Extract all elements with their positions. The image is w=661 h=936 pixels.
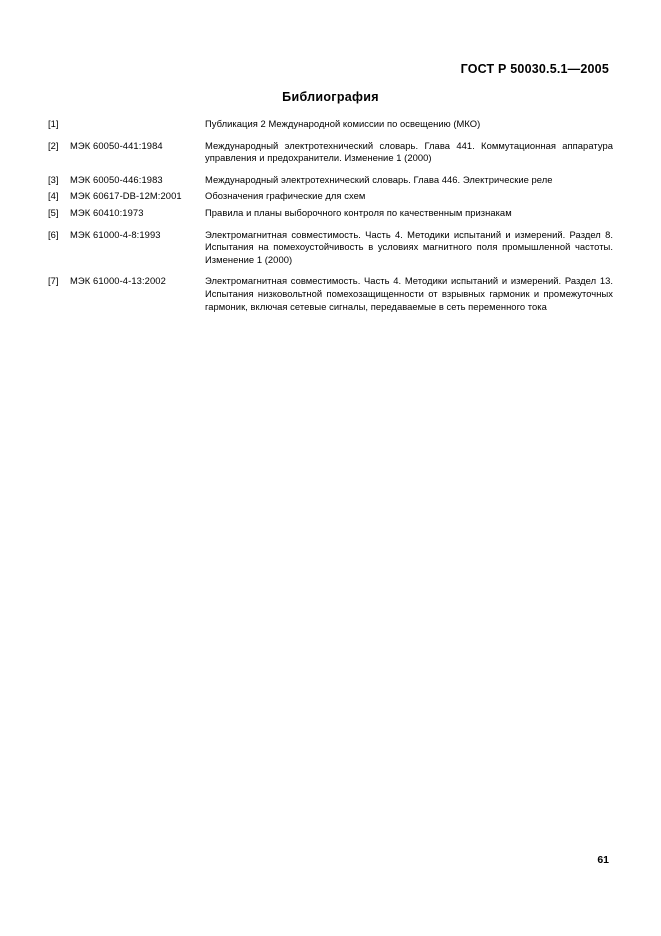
entry-number: [4] <box>48 190 59 202</box>
entry-number: [6] <box>48 228 59 240</box>
entry-number: [5] <box>48 206 59 218</box>
list-item <box>48 118 613 131</box>
entry-reference: МЭК 60617-DB-12M:2001 <box>70 190 182 202</box>
page-header-standard-code: ГОСТ Р 50030.5.1—2005 <box>460 62 609 76</box>
list-item <box>48 207 613 220</box>
entry-description: Правила и планы выборочного контроля по качественным признакам <box>205 206 512 218</box>
list-item <box>48 190 613 203</box>
entry-description: Электромагнитная совместимость. Часть 4. Методики испытаний и измерений. Раздел 13. Испытания низковольтной помехозащищенности от взрывных гармоник и промежуточных гармоник, включая сетевые сигналы, передаваемые в сеть переменного тока <box>205 275 613 312</box>
entry-description: Международный электротехнический словарь. Глава 441. Коммутационная аппаратура управления и предохранители. Изменение 1 (2000) <box>205 139 613 164</box>
list-item <box>48 140 613 165</box>
entry-description: Публикация 2 Международной комиссии по освещению (МКО) <box>205 118 481 129</box>
entry-number: [3] <box>48 173 59 185</box>
entry-number: [1] <box>48 118 59 129</box>
entry-description: Электромагнитная совместимость. Часть 4. Методики испытаний и измерений. Раздел 8. Испытания на помехоустойчивость в условиях магнитного поля промышленной частоты. Изменение 1 (2000) <box>205 228 613 265</box>
entry-reference: МЭК 60050-441:1984 <box>70 139 163 151</box>
entry-reference: МЭК 60410:1973 <box>70 206 144 218</box>
page-number: 61 <box>597 854 609 866</box>
entry-description: Международный электротехнический словарь. Глава 446. Электрические реле <box>205 173 553 185</box>
entry-number: [7] <box>48 275 59 287</box>
entry-reference: МЭК 60050-446:1983 <box>70 173 163 185</box>
section-title: Библиография <box>282 90 379 104</box>
entry-number: [2] <box>48 139 59 151</box>
list-item <box>48 275 613 313</box>
bibliography-list <box>48 118 613 322</box>
entry-reference: МЭК 61000-4-8:1993 <box>70 228 161 240</box>
entry-reference: МЭК 61000-4-13:2002 <box>70 275 166 287</box>
entry-description: Обозначения графические для схем <box>205 190 366 202</box>
list-item <box>48 174 613 187</box>
list-item <box>48 229 613 267</box>
